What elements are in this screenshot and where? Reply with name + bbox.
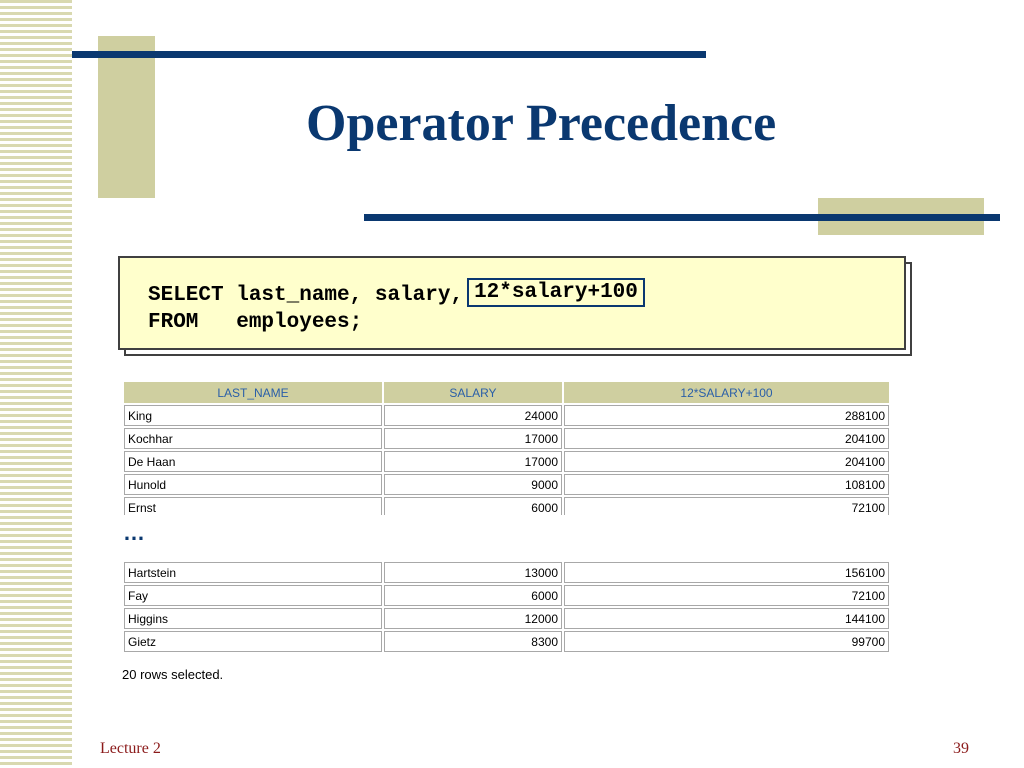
cell-expression: 288100 (564, 405, 889, 426)
cell-last-name: King (124, 405, 382, 426)
cell-last-name: Higgins (124, 608, 382, 629)
result-table-bottom (122, 560, 891, 654)
cell-salary: 17000 (384, 451, 562, 472)
footer-lecture-label: Lecture 2 (100, 740, 161, 757)
cell-salary: 12000 (384, 608, 562, 629)
table-row (124, 608, 889, 629)
header-expression: 12*SALARY+100 (564, 382, 889, 403)
decorative-block-top-left (98, 36, 155, 198)
cell-expression: 72100 (564, 585, 889, 606)
cell-last-name: Hartstein (124, 562, 382, 583)
cell-last-name: De Haan (124, 451, 382, 472)
cell-last-name: Kochhar (124, 428, 382, 449)
table-row (124, 562, 889, 583)
cell-expression: 108100 (564, 474, 889, 495)
rows-selected-status: 20 rows selected. (122, 667, 224, 682)
table-cut-edge (122, 515, 894, 525)
code-line-select (148, 281, 645, 310)
table-row (124, 428, 889, 449)
footer-page-number: 39 (953, 740, 969, 757)
code-select-text: SELECT last_name, salary, (148, 284, 464, 307)
result-table-top (122, 380, 891, 520)
cell-last-name: Fay (124, 585, 382, 606)
code-line-from: FROM employees; (148, 311, 363, 334)
decorative-stripe-band (0, 0, 72, 768)
cell-last-name: Gietz (124, 631, 382, 652)
table-row (124, 585, 889, 606)
decorative-rule-top (72, 51, 706, 58)
table-row (124, 631, 889, 652)
sql-code-box (118, 256, 906, 350)
table-row (124, 451, 889, 472)
cell-salary: 6000 (384, 585, 562, 606)
cell-salary: 8300 (384, 631, 562, 652)
cell-last-name: Hunold (124, 474, 382, 495)
cell-expression: 204100 (564, 451, 889, 472)
code-highlight-expression: 12*salary+100 (467, 278, 645, 307)
cell-salary: 17000 (384, 428, 562, 449)
cell-expression: 144100 (564, 608, 889, 629)
cell-last-name: Ernst (124, 497, 382, 518)
rows-omitted-ellipsis: … (123, 520, 145, 545)
cell-expression: 156100 (564, 562, 889, 583)
table-header-row (124, 382, 889, 403)
table-row (124, 405, 889, 426)
cell-salary: 6000 (384, 497, 562, 518)
slide-title: Operator Precedence (306, 95, 777, 152)
table-row (124, 474, 889, 495)
header-last-name: LAST_NAME (124, 382, 382, 403)
cell-salary: 24000 (384, 405, 562, 426)
cell-expression: 204100 (564, 428, 889, 449)
header-salary: SALARY (384, 382, 562, 403)
cell-salary: 9000 (384, 474, 562, 495)
decorative-rule-middle (364, 214, 1000, 221)
cell-expression: 99700 (564, 631, 889, 652)
cell-salary: 13000 (384, 562, 562, 583)
cell-expression: 72100 (564, 497, 889, 518)
